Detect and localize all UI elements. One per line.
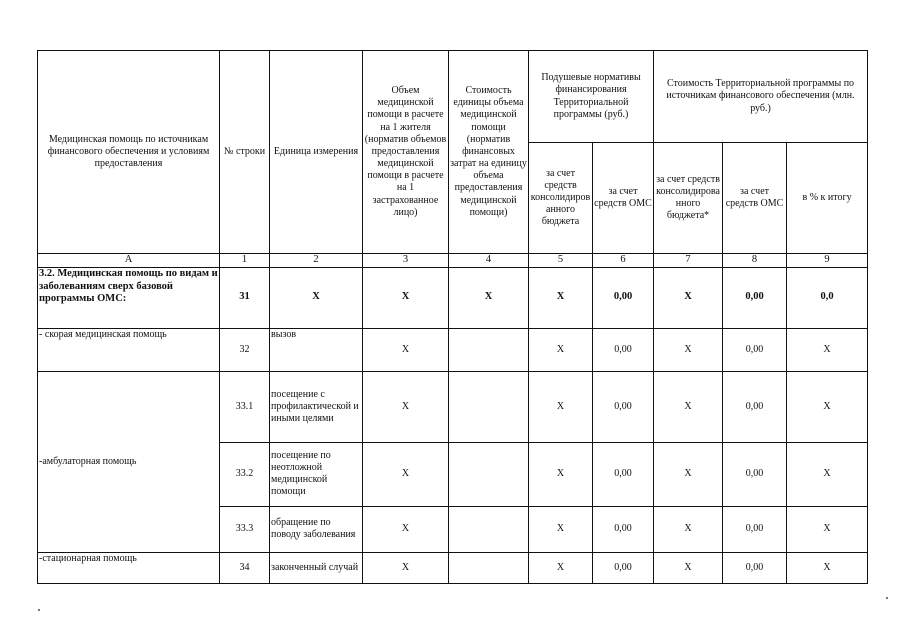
index-cell: 1 <box>220 254 270 268</box>
index-cell: 3 <box>363 254 449 268</box>
scan-speck <box>38 609 40 611</box>
table-cell: Х <box>270 267 363 328</box>
table-cell <box>449 328 529 371</box>
table-row-outpatient-1 <box>38 371 868 442</box>
table-cell: 0,00 <box>593 552 654 583</box>
row-number: 32 <box>220 328 270 371</box>
scan-speck <box>886 597 888 599</box>
column-index-row <box>38 254 868 268</box>
table-cell: Х <box>787 328 868 371</box>
table-cell: Х <box>654 442 723 506</box>
table-cell: 0,00 <box>723 552 787 583</box>
row-number: 33.3 <box>220 506 270 552</box>
table-cell: 0,00 <box>593 506 654 552</box>
index-cell: 6 <box>593 254 654 268</box>
index-cell: 4 <box>449 254 529 268</box>
table-cell: Х <box>787 552 868 583</box>
header-col9-percent: в % к итогу <box>787 143 868 254</box>
row-label: -амбулаторная помощь <box>38 371 220 552</box>
table-row-emergency <box>38 328 868 371</box>
table-cell: 0,00 <box>593 267 654 328</box>
table-cell: Х <box>529 552 593 583</box>
table-cell: Х <box>529 371 593 442</box>
table-row-inpatient <box>38 552 868 583</box>
row-number: 33.1 <box>220 371 270 442</box>
header-description: Медицинская помощь по источникам финансового обеспечения и условиям предоставления <box>38 51 220 254</box>
table-cell: 0,00 <box>723 267 787 328</box>
section-title: 3.2. Медицинская помощь по видам и заболеваниям сверх базовой программы ОМС: <box>38 267 220 328</box>
table-cell: Х <box>529 506 593 552</box>
table-cell: Х <box>787 442 868 506</box>
table-cell: Х <box>363 371 449 442</box>
table-cell: Х <box>363 328 449 371</box>
table-cell: 0,00 <box>723 328 787 371</box>
header-row-1 <box>38 51 868 143</box>
table-cell: Х <box>363 552 449 583</box>
unit-cell: вызов <box>270 328 363 371</box>
index-cell: А <box>38 254 220 268</box>
row-label: -стационарная помощь <box>38 552 220 583</box>
table-cell: Х <box>654 371 723 442</box>
section-row <box>38 267 868 328</box>
table-cell: Х <box>529 328 593 371</box>
financing-table <box>37 50 868 584</box>
header-volume: Объем медицинской помощи в расчете на 1 жителя (норматив объемов предоставления медицинской помощи в расчете на 1 застрахованное лицо) <box>363 51 449 254</box>
header-unit: Единица измерения <box>270 51 363 254</box>
table-cell: 0,00 <box>723 506 787 552</box>
table-cell: Х <box>654 267 723 328</box>
table-cell: Х <box>787 506 868 552</box>
table-cell: 0,00 <box>723 442 787 506</box>
header-col7-budget: за счет средств консолидированного бюджета* <box>654 143 723 254</box>
index-cell: 5 <box>529 254 593 268</box>
header-col5-budget: за счет средств консолидированного бюджета <box>529 143 593 254</box>
table-cell: 0,0 <box>787 267 868 328</box>
row-label: - скорая медицинская помощь <box>38 328 220 371</box>
index-cell: 2 <box>270 254 363 268</box>
table-cell: Х <box>654 506 723 552</box>
index-cell: 7 <box>654 254 723 268</box>
table-cell: 0,00 <box>593 371 654 442</box>
table-cell <box>449 552 529 583</box>
header-row-number: № строки <box>220 51 270 254</box>
header-col8-oms: за счет средств ОМС <box>723 143 787 254</box>
unit-cell: законченный случай <box>270 552 363 583</box>
table-cell: Х <box>529 267 593 328</box>
header-col6-oms: за счет средств ОМС <box>593 143 654 254</box>
table-cell: 0,00 <box>723 371 787 442</box>
table-cell <box>449 442 529 506</box>
unit-cell: посещение с профилактической и иными целями <box>270 371 363 442</box>
table-cell: 0,00 <box>593 328 654 371</box>
row-number: 33.2 <box>220 442 270 506</box>
table-cell <box>449 371 529 442</box>
row-number: 34 <box>220 552 270 583</box>
index-cell: 9 <box>787 254 868 268</box>
table-cell: Х <box>787 371 868 442</box>
unit-cell: посещение по неотложной медицинской помощи <box>270 442 363 506</box>
table-cell: Х <box>654 552 723 583</box>
table-cell: 0,00 <box>593 442 654 506</box>
table-cell: Х <box>363 442 449 506</box>
table-cell: Х <box>363 267 449 328</box>
table-cell: Х <box>449 267 529 328</box>
unit-cell: обращение по поводу заболевания <box>270 506 363 552</box>
header-cost-total: Стоимость Территориальной программы по источникам финансового обеспечения (млн. руб.) <box>654 51 868 143</box>
table-cell: Х <box>363 506 449 552</box>
row-number: 31 <box>220 267 270 328</box>
header-per-capita: Подушевые нормативы финансирования Территориальной программы (руб.) <box>529 51 654 143</box>
header-unit-cost: Стоимость единицы объема медицинской помощи (норматив финансовых затрат на единицу объема предоставления медицинской помощи) <box>449 51 529 254</box>
table-cell <box>449 506 529 552</box>
table-cell: Х <box>529 442 593 506</box>
table-cell: Х <box>654 328 723 371</box>
index-cell: 8 <box>723 254 787 268</box>
